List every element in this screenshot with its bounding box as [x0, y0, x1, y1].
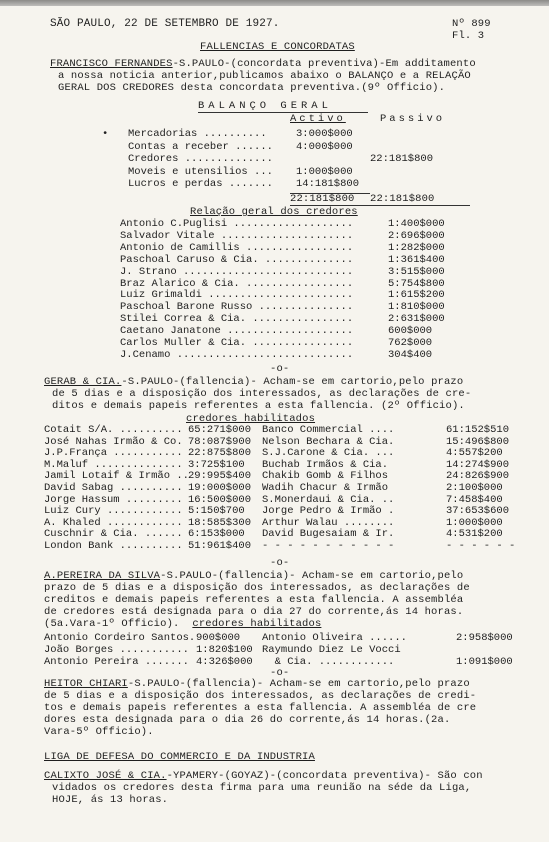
creditor-left-name: José Nahas Irmão & Co.	[44, 435, 183, 448]
notice-2-line-1: GERAB & CIA.-S.PAULO-(fallencia)- Acham-se em cartorio,pelo prazo	[44, 376, 464, 388]
creditor-name: Paschoal Caruso & Cia. ..............	[120, 253, 354, 266]
creditor-name: Caetano Janatone ....................	[120, 325, 354, 338]
creditor-amount: 2:696$000	[388, 229, 445, 242]
notice-3-line-4: de credores está designada para o dia 27 do corrente,ás 14 horas.	[44, 606, 464, 618]
creditor-left-amount: 78:087$900	[188, 435, 252, 448]
creditor-left-name: David Sabag ..........	[44, 482, 183, 494]
creditor-right-name: S.Monerdaui & Cia. ..	[262, 493, 395, 506]
creditor-right-name: David Bugesaiam & Ir.	[262, 528, 395, 541]
creditor-right-name: S.J.Carone & Cia. ...	[262, 447, 395, 460]
creditor-right-amount: 2:100$000	[446, 482, 503, 494]
creditor-name: Stilei Correa & Cia. ................	[120, 313, 354, 326]
notice-1-line-1: FRANCISCO FERNANDES-S.PAULO-(concordata preventiva)-Em additamento	[50, 58, 476, 70]
creditor-amount: 3:515$000	[388, 265, 445, 278]
separator-2: -o-	[270, 557, 290, 569]
notice-1-line-2: a nossa noticia anterior,publicamos abaixo o BALANÇO e a RELAÇÃO	[58, 70, 471, 82]
bullet: •	[102, 128, 109, 140]
creditor-left-name: Antonio Pereira .......	[44, 656, 189, 668]
creditor-name: Paschoal Barone Russo ...............	[120, 301, 354, 314]
creditor-left-amount: 6:153$000	[188, 528, 245, 541]
creditor-left-name: Cuschnir & Cia. ......	[44, 528, 183, 541]
creditors-title: Relação geral dos credores	[190, 206, 358, 218]
balance-row-label: Moveis e utensilios ...	[128, 165, 273, 178]
balance-row-assets: 3:000$000	[296, 128, 353, 140]
creditor-amount: 1:615$200	[388, 289, 445, 302]
notice-4-line-1: HEITOR CHIARI-S.PAULO-(fallencia)- Acham-se em cartorio,pelo prazo	[44, 678, 470, 690]
assets-header: Activo	[290, 113, 346, 125]
scan-edge	[0, 0, 549, 6]
balance-title: BALANÇO GERAL	[198, 100, 332, 112]
creditor-left-amount: 51:961$400	[188, 540, 252, 552]
notice-2-line-3: ditos e demais papeis referentes a esta fallencia. (2º Officio).	[52, 400, 465, 412]
balance-row-label: Credores ..............	[128, 153, 273, 165]
notice-4-line-3: tos e demais papeis referentes a esta fallencia. A assembléa de cre	[44, 702, 477, 714]
creditor-name: Salvador Vitale .....................	[120, 229, 354, 242]
assets-total: 22:181$800	[290, 193, 355, 205]
notice-3-line-1: A.PEREIRA DA SILVA-S.PAULO-(fallencia)- Acham-se em cartorio,pelo	[44, 570, 464, 582]
creditor-name: Carlos Muller & Cia. ................	[120, 337, 354, 349]
creditor-left-amount: 18:585$300	[188, 516, 252, 529]
creditor-right-name: Buchab Irmãos & Cia.	[262, 458, 389, 471]
creditor-right-name: Arthur Walau ........	[262, 516, 395, 529]
notice-5-line-2: vidados os credores desta firma para uma reunião na séde da Liga,	[52, 782, 472, 794]
creditor-right-name: Wadih Chacur & Irmão	[262, 482, 389, 494]
creditor-name: J. Strano ...........................	[120, 265, 354, 278]
creditor-right-amount: 37:653$600	[446, 505, 510, 518]
creditor-left-name: London Bank ..........	[44, 540, 183, 552]
creditor-right-amount: - - - - - -	[446, 540, 516, 552]
creditor-name: J.Cenamo ............................	[120, 348, 354, 361]
creditor-amount: 2:631$000	[388, 313, 445, 326]
creditor-name: Luiz Grimaldi .......................	[120, 289, 354, 302]
notice-5-line-3: HOJE, ás 13 horas.	[52, 794, 169, 806]
liabilities-header: Passivo	[380, 113, 446, 125]
notice-4-line-4: dores esta designada para o dia 26 do corrente,ás 14 horas.(2a.	[44, 714, 451, 726]
creditor-amount: 5:754$800	[388, 277, 445, 290]
creditor-amount: 304$400	[388, 348, 433, 361]
separator-3: -o-	[270, 667, 290, 679]
creditor-right-name: Chakib Gomb & Filhos	[262, 470, 389, 483]
liabilities-total: 22:181$800	[370, 193, 435, 205]
creditor-right-amount: 1:000$000	[446, 516, 503, 529]
creditor-right-amount: 7:458$400	[446, 493, 503, 506]
creditor-left-amount: 29:995$400	[188, 470, 252, 483]
notice-3-line-5: (5a.Vara-1º Officio). credores habilitados	[44, 618, 322, 630]
creditor-left-amount: 1:820$100	[196, 644, 253, 656]
creditor-left-name: Cotait S/A. ..........	[44, 424, 183, 436]
creditor-right-name: Raymundo Diez Le Vocci	[262, 644, 401, 656]
creditor-left-amount: 4:326$000	[196, 656, 253, 668]
notice-5-line-1: CALIXTO JOSÉ & CIA.-YPAMERY-(GOYAZ)-(concordata preventiva)- São con	[44, 770, 483, 782]
dateline: SÃO PAULO, 22 DE SETEMBRO DE 1927.	[50, 18, 280, 30]
creditor-right-name: Banco Commercial ....	[262, 424, 395, 436]
creditor-left-name: A. Khaled ............	[44, 516, 183, 529]
creditor-left-name: Luiz Cury ............	[44, 505, 183, 518]
creditor-right-amount: 4:531$200	[446, 528, 503, 541]
creditor-right-amount: 1:091$000	[456, 656, 513, 668]
issue-number: Nº 899	[452, 18, 491, 30]
creditor-amount: 1:810$000	[388, 301, 445, 314]
creditor-amount: 762$000	[388, 337, 433, 349]
creditor-name: Antonio de Camillis .................	[120, 241, 354, 254]
creditor-left-amount: 3:725$100	[188, 458, 245, 471]
section-title: FALLENCIAS E CONCORDATAS	[200, 41, 355, 53]
creditor-amount: 1:282$000	[388, 241, 445, 254]
notice-4-line-2: de 5 dias e a disposição dos interessados, as declarações de credi-	[44, 690, 477, 702]
balance-row-assets: 4:000$000	[296, 140, 353, 153]
creditor-right-name: Jorge Pedro & Irmão .	[262, 505, 395, 518]
creditor-right-name: Antonio Oliveira ......	[262, 632, 407, 644]
notice-4-line-5: Vara-5º Officio).	[44, 726, 154, 738]
notice-1-line-3: GERAL DOS CREDORES desta concordata preventiva.(9º Officio).	[58, 82, 446, 94]
creditor-right-amount: 2:958$000	[456, 632, 513, 644]
creditor-left-name: João Borges ...........	[44, 644, 189, 656]
balance-row-label: Lucros e perdas .......	[128, 178, 273, 190]
creditor-left-name: Antonio Cordeiro Santos.	[44, 632, 196, 644]
creditor-amount: 1:400$000	[388, 218, 445, 230]
balance-row-assets: 14:181$800	[296, 178, 360, 190]
balance-row-liabilities: 22:181$800	[370, 153, 434, 165]
balance-row-assets: 1:000$000	[296, 165, 353, 178]
notice-2-line-2: de 5 dias e a disposição dos interessados, as declarações de cre-	[52, 388, 472, 400]
creditors-2-title: credores habilitados	[186, 413, 316, 425]
creditor-left-name: Jamil Lotaif & Irmão ..	[44, 470, 189, 483]
creditor-left-name: Jorge Hassum .........	[44, 493, 183, 506]
creditor-left-amount: 16:500$000	[188, 493, 252, 506]
creditor-right-amount: 24:826$900	[446, 470, 510, 483]
league-heading: LIGA DE DEFESA DO COMMERCIO E DA INDUSTRIA	[44, 751, 315, 763]
creditor-right-amount: 15:496$800	[446, 435, 510, 448]
separator-1: -o-	[270, 363, 290, 375]
creditor-name: Antonio C.Puglisi ...................	[120, 218, 354, 230]
creditor-amount: 1:361$400	[388, 253, 445, 266]
creditor-right-name: Nelson Bechara & Cia.	[262, 435, 395, 448]
creditor-right-amount: 14:274$900	[446, 458, 510, 471]
notice-3-line-3: creditos e demais papeis referentes a esta fallencia. A assembléa	[44, 594, 464, 606]
notice-3-line-2: prazo de 5 dias e a disposição dos interessados, as declarações de	[44, 582, 470, 594]
creditor-name: Braz Alarico & Cia. .................	[120, 277, 354, 290]
creditor-amount: 600$000	[388, 325, 433, 338]
creditor-right-amount: 4:557$200	[446, 447, 503, 460]
creditor-left-name: J.P.França ...........	[44, 447, 183, 460]
creditor-right-name: - - - - - - - - - - -	[262, 540, 395, 552]
creditor-left-amount: 19:000$000	[188, 482, 252, 494]
creditor-left-amount: 5:150$700	[188, 505, 245, 518]
balance-row-label: Mercadorias ..........	[128, 128, 267, 140]
sheet-number: Fl. 3	[452, 30, 485, 42]
creditor-left-amount: 22:875$800	[188, 447, 252, 460]
balance-row-label: Contas a receber ......	[128, 140, 273, 153]
creditor-left-name: M.Maluf ..............	[44, 458, 183, 471]
creditor-right-amount: 61:152$510	[446, 424, 510, 436]
creditor-right-name: & Cia. ............	[262, 656, 395, 668]
creditor-left-amount: 65:271$000	[188, 424, 252, 436]
creditor-left-amount: 900$000	[196, 632, 241, 644]
